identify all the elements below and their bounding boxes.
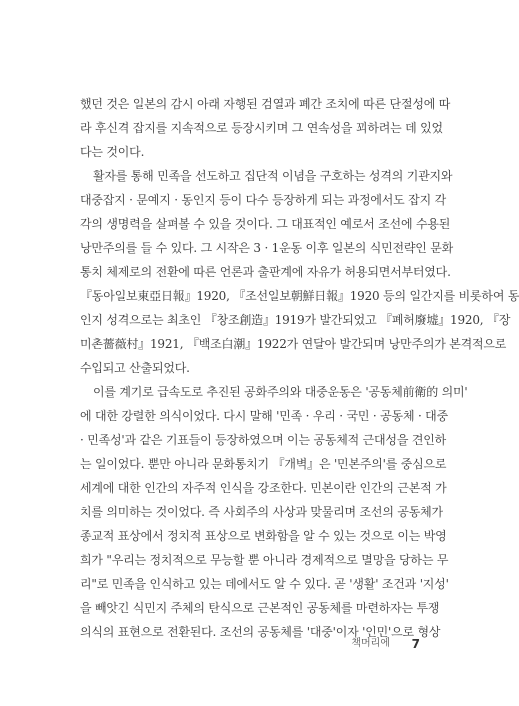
- body-line: 치를 의미하는 것이었다. 즉 사회주의 사상과 맞물리며 조선의 공동체가: [80, 505, 443, 519]
- body-line: · 민족성'과 같은 기표들이 등장하였으며 이는 공동체적 근대성을 견인하: [80, 433, 446, 447]
- page-number: 7: [411, 637, 420, 651]
- body-line: 통치 체제로의 전환에 따른 언론과 출판계에 자유가 허용되면서부터였다.: [80, 265, 451, 279]
- body-line: 종교적 표상에서 정치적 표상으로 변화함을 알 수 있는 것으로 이는 박영: [80, 529, 447, 543]
- body-line: 에 대한 강렬한 의식이었다. 다시 말해 '민족 · 우리 · 국민 · 공동체 · 대중: [80, 409, 448, 423]
- page-footer: [0, 634, 420, 654]
- body-line: 대중잡지 · 문예지 · 동인지 등이 다수 등장하게 되는 과정에서도 잡지 각: [80, 193, 446, 207]
- body-line: 의식의 표현으로 전환된다. 조선의 공동체를 '대중'이자 '인민'으로 형상: [80, 625, 441, 639]
- body-line: 을 빼앗긴 식민지 주체의 탄식으로 근본적인 공동체를 마련하자는 투쟁: [80, 601, 440, 615]
- body-line: 리"로 민족을 인식하고 있는 데에서도 알 수 있다. 곧 '생활' 조건과 '지성': [80, 577, 449, 591]
- body-line: 미촌薔薇村』1921, 『백조白潮』1922가 연달아 발간되며 낭만주의가 본격적으로: [80, 337, 507, 351]
- paragraph-start-line: 이를 계기로 급속도로 추진된 공화주의와 대중운동은 '공동체前衛的 의미': [93, 385, 468, 399]
- body-line: 는 일이었다. 뿐만 아니라 문화통치기 『개벽』은 '민본주의'를 중심으로: [80, 457, 447, 471]
- body-line: 인지 성격으로는 최초인 『창조創造』1919가 발간되었고 『폐허廢墟』1920, 『장: [80, 313, 511, 327]
- body-line: 했던 것은 일본의 감시 아래 자행된 검열과 폐간 조치에 따른 단절성에 따: [80, 97, 451, 111]
- paragraph-start-line: 활자를 통해 민족을 선도하고 집단적 이념을 구호하는 성격의 기관지와: [93, 169, 453, 183]
- body-line: 각의 생명력을 살펴볼 수 있을 것이다. 그 대표적인 예로서 조선에 수용된: [80, 217, 451, 231]
- body-line: 『동아일보東亞日報』1920, 『조선일보朝鮮日報』1920 등의 일간지를 비롯하여 동: [80, 289, 519, 303]
- body-line: 낭만주의를 들 수 있다. 그 시작은 3 · 1운동 이후 일본의 식민전략인 문화: [80, 241, 454, 255]
- body-line: 라 후신격 잡지를 지속적으로 등장시키며 그 연속성을 꾀하려는 데 있었: [80, 121, 443, 135]
- running-head: 책머리에: [351, 638, 390, 649]
- body-line: 수입되고 산출되었다.: [80, 361, 190, 375]
- body-line: 다는 것이다.: [80, 145, 145, 159]
- body-line: 희가 "우리는 정치적으로 무능할 뿐 아니라 경제적으로 멸망을 당하는 무: [80, 553, 449, 567]
- body-line: 세계에 대한 인간의 자주적 인식을 강조한다. 민본이란 인간의 근본적 가: [80, 481, 447, 495]
